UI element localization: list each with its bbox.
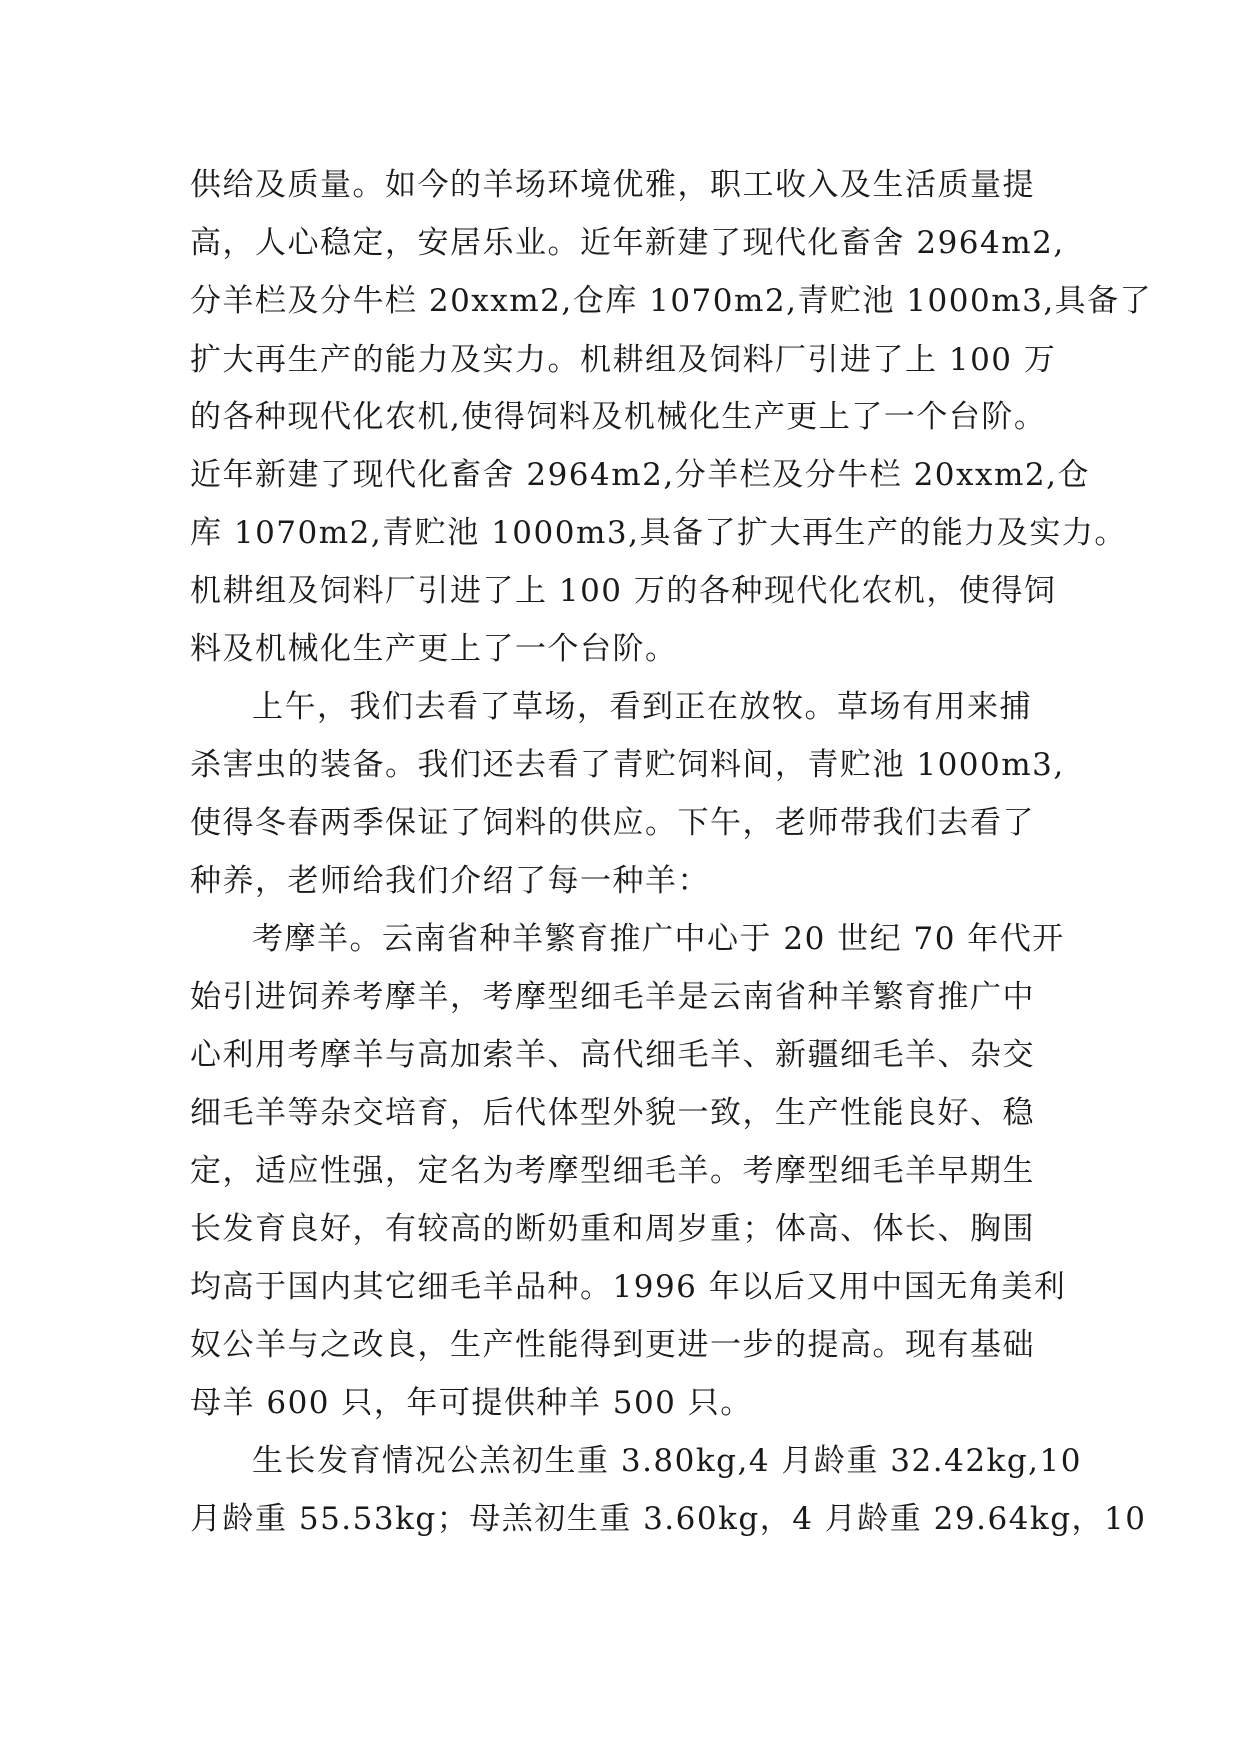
text-line: 使得冬春两季保证了饲料的供应。下午，老师带我们去看了 <box>190 805 1035 841</box>
text-line: 均高于国内其它细毛羊品种。1996 年以后又用中国无角美利 <box>190 1269 1067 1305</box>
text-line: 杀害虫的装备。我们还去看了青贮饲料间，青贮池 1000m3, <box>190 747 1065 783</box>
text-line: 库 1070m2,青贮池 1000m3,具备了扩大再生产的能力及实力。 <box>190 515 1127 551</box>
text-line: 供给及质量。如今的羊场环境优雅，职工收入及生活质量提 <box>190 167 1035 203</box>
text-line: 种养，老师给我们介绍了每一种羊： <box>190 863 710 899</box>
paragraph-start-line: 考摩羊。云南省种羊繁育推广中心于 20 世纪 70 年代开 <box>252 921 1065 957</box>
text-line: 扩大再生产的能力及实力。机耕组及饲料厂引进了上 100 万 <box>190 342 1057 378</box>
text-line: 细毛羊等杂交培育，后代体型外貌一致，生产性能良好、稳 <box>190 1095 1035 1131</box>
text-line: 定，适应性强，定名为考摩型细毛羊。考摩型细毛羊早期生 <box>190 1153 1035 1189</box>
text-line: 心利用考摩羊与高加索羊、高代细毛羊、新疆细毛羊、杂交 <box>190 1037 1035 1073</box>
text-line: 高，人心稳定，安居乐业。近年新建了现代化畜舍 2964m2, <box>190 225 1065 261</box>
paragraph-start-line: 上午，我们去看了草场，看到正在放牧。草场有用来捕 <box>252 689 1032 725</box>
text-line: 月龄重 55.53kg；母羔初生重 3.60kg，4 月龄重 29.64kg，10 <box>190 1501 1147 1537</box>
text-line: 长发育良好，有较高的断奶重和周岁重；体高、体长、胸围 <box>190 1211 1035 1247</box>
text-line: 分羊栏及分牛栏 20xxm2,仓库 1070m2,青贮池 1000m3,具备了 <box>190 283 1153 319</box>
paragraph-start-line: 生长发育情况公羔初生重 3.80kg,4 月龄重 32.42kg,10 <box>252 1443 1082 1479</box>
text-line: 始引进饲养考摩羊，考摩型细毛羊是云南省种羊繁育推广中 <box>190 979 1035 1015</box>
text-line: 的各种现代化农机,使得饲料及机械化生产更上了一个台阶。 <box>190 399 1047 435</box>
text-line: 母羊 600 只，年可提供种羊 500 只。 <box>190 1385 753 1421</box>
text-line: 机耕组及饲料厂引进了上 100 万的各种现代化农机，使得饲 <box>190 573 1057 609</box>
text-line: 奴公羊与之改良，生产性能得到更进一步的提高。现有基础 <box>190 1327 1035 1363</box>
text-line: 料及机械化生产更上了一个台阶。 <box>190 631 678 667</box>
text-line: 近年新建了现代化畜舍 2964m2,分羊栏及分牛栏 20xxm2,仓 <box>190 457 1090 493</box>
